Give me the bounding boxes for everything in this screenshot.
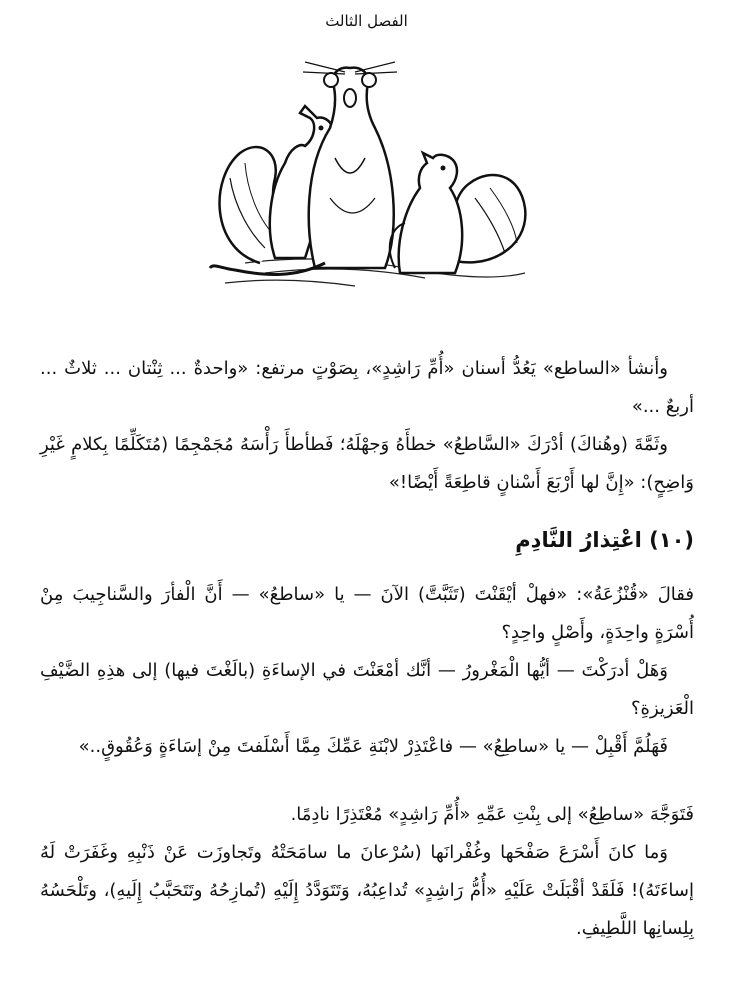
paragraph: وثَمَّةَ (وهُناكَ) أدْرَكَ «السَّاطعُ» خطأَهُ وَجهْلَهُ؛ فَطأطأَ رَأْسَهُ مُجَمْجِمًا (مُتَكَلِّمًا بِكلامٍ غَيْرِ وَاضِحٍ): «إِنَّ لها أَرْبَعَ أَسْنانٍ قاطِعَةً أَيْضًا!»: [40, 434, 694, 493]
paragraph: وأنشأ «الساطع» يَعُدُّ أسنان «أُمِّ رَاشِدٍ»، بِصَوْتٍ مرتفع: «واحدةٌ ... ثِنْتان ... ثلاثٌ ... أربعٌ ...»: [40, 358, 694, 417]
paragraph: فَتَوَجَّهَ «ساطِعُ» إلى بِنْتِ عَمِّهِ «أُمِّ رَاشِدٍ» مُعْتَذِرًا نادِمًا.: [290, 804, 694, 825]
story-section-3: [40, 796, 694, 948]
paragraph: فَهَلُمَّ أَقْبِلْ — يا «ساطِعُ» — فاعْتَذِرْ لابْنَةِ عَمِّكَ مِمَّا أَسْلَفتَ مِنْ إسَاءَةٍ وَعُقُوقٍ..»: [78, 736, 668, 757]
story-section-1: [40, 350, 694, 502]
paragraph: وَما كانَ أَسْرَعَ صَفْحَها وغُفْرانَها (سُرْعانَ ما سامَحَتْهُ وتَجاوزَت عَنْ ذَنْبِهِ وغَفَرَتْ لَهُ إساءَتَهُ)! فَلَقَدْ أقْبَلَتْ عَلَيْهِ «أُمُّ رَاشِدٍ» تُداعِبُهُ، وَتَتَوَدَّدُ إِلَيْهِ (تُمازِحُهُ وتَتَحَبَّبُ إِلَيهِ)، وتَلْحَسُهُ بِلِسانِها اللَّطِيفِ.: [40, 842, 694, 939]
right-squirrel-body: [399, 153, 462, 273]
section-heading: (١٠) اعْتِذارُ النَّادِمِ: [515, 528, 694, 552]
chapter-header: الفصل الثالث: [325, 12, 408, 30]
squirrels-and-rat-illustration: [205, 58, 535, 308]
story-section-2: [40, 576, 694, 766]
paragraph: فقالَ «قُنْزُعَةُ»: «فهلْ أيْقَنْتَ (تَثَبَّتَّ) الآنَ — يا «ساطعُ» — أَنَّ الْفأرَ والسَّناجِيبَ مِنْ أُسْرَةٍ واحِدَةٍ، وأَصْلٍ واحِدٍ؟: [40, 584, 694, 643]
paragraph: وَهَلْ أدرَكْتَ — أيُّها الْمَغْرورُ — أنَّك أمْعَنْتَ في الإساءَةِ (بالَغْتَ فيها) إلى هذِهِ الضَّيْفِ الْعَزيزةِ؟: [40, 660, 694, 719]
